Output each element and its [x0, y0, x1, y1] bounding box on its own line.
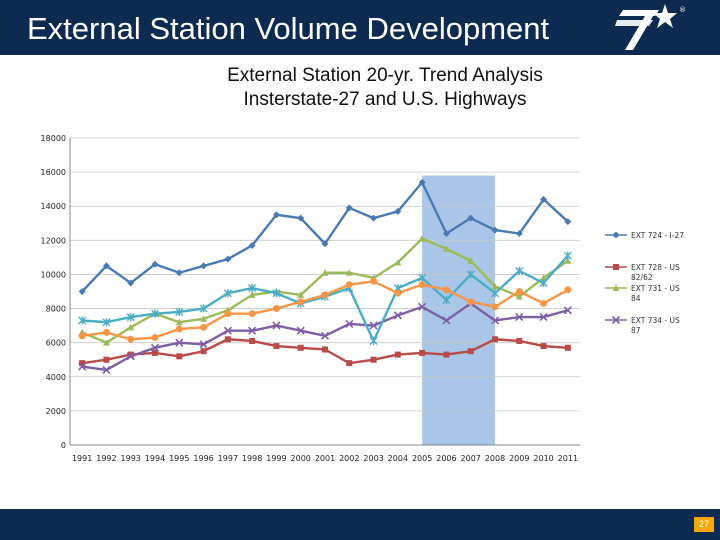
data-point [468, 348, 474, 354]
data-point [443, 286, 450, 293]
data-point [516, 338, 522, 344]
data-point [224, 310, 231, 317]
data-point [541, 343, 547, 349]
data-point [79, 332, 86, 339]
data-point [273, 343, 279, 349]
chart-subtitle: Insterstate-27 and U.S. Highways [243, 89, 527, 110]
x-tick-label: 2010 [533, 454, 554, 463]
x-tick-label: 2001 [314, 454, 336, 463]
data-point [103, 357, 109, 363]
data-point [127, 336, 134, 343]
data-point [564, 286, 571, 293]
x-tick-label: 2009 [509, 454, 530, 463]
y-tick-label: 18000 [40, 134, 66, 143]
x-tick-label: 2002 [339, 454, 360, 463]
data-point [395, 352, 401, 358]
page-number-badge: 27 [694, 517, 714, 532]
data-point [249, 310, 256, 317]
data-point [176, 269, 183, 276]
legend-label: EXT 728 - US 82/62 [631, 263, 680, 282]
slide-title: External Station Volume Development [27, 11, 550, 46]
legend-item [605, 263, 680, 282]
x-tick-label: 2007 [460, 454, 481, 463]
data-point [516, 288, 523, 295]
series-1 [79, 179, 572, 295]
x-tick-label: 1998 [241, 454, 263, 463]
legend-label: EXT 734 - US 87 [631, 316, 680, 335]
x-tick-label: 1997 [217, 454, 239, 463]
data-point [370, 278, 377, 285]
y-tick-label: 10000 [40, 270, 66, 280]
data-point [298, 345, 304, 351]
data-point [201, 348, 207, 354]
data-point [419, 281, 426, 288]
x-tick-label: 2003 [363, 454, 384, 463]
footer-bar [0, 509, 720, 540]
y-tick-label: 12000 [40, 236, 66, 246]
data-point [564, 252, 571, 260]
legend-item [605, 284, 680, 303]
data-point [419, 350, 425, 356]
x-tick-label: 1996 [193, 454, 214, 463]
data-point [613, 232, 620, 239]
data-point [370, 215, 377, 222]
x-tick-label: 1994 [144, 454, 166, 463]
x-tick-label: 2000 [290, 454, 311, 463]
data-point [370, 337, 377, 345]
data-point [273, 305, 280, 312]
legend-item [605, 316, 680, 335]
x-tick-label: 1991 [71, 454, 93, 463]
y-tick-label: 2000 [45, 406, 66, 416]
data-point [467, 298, 474, 305]
data-point [200, 324, 207, 331]
x-tick-label: 2005 [411, 454, 433, 463]
x-tick-label: 1995 [169, 454, 190, 463]
y-tick-label: 16000 [40, 168, 66, 178]
legend-label: EXT 731 - US 84 [631, 284, 680, 303]
series-2 [79, 336, 571, 366]
x-tick-label: 1992 [96, 454, 117, 463]
registered-mark: ® [679, 6, 686, 14]
y-tick-label: 14000 [40, 202, 66, 212]
data-point [322, 346, 328, 352]
data-point [540, 300, 547, 307]
data-point [492, 303, 499, 310]
data-point [613, 264, 619, 270]
y-tick-label: 0 [60, 441, 66, 450]
x-tick-label: 2004 [387, 454, 409, 463]
x-tick-label: 1993 [120, 454, 141, 463]
data-point [103, 329, 110, 336]
data-point [176, 326, 183, 333]
x-tick-label: 1999 [266, 454, 287, 463]
data-point [371, 357, 377, 363]
data-point [443, 352, 449, 358]
data-point [492, 336, 498, 342]
y-tick-label: 6000 [45, 338, 66, 348]
data-point [394, 290, 401, 297]
data-point [249, 338, 255, 344]
data-point [225, 336, 231, 342]
y-tick-label: 4000 [45, 372, 66, 382]
x-tick-label: 2011 [557, 454, 579, 463]
data-point [565, 345, 571, 351]
data-point [152, 334, 159, 341]
data-point [297, 298, 304, 305]
x-tick-label: 2008 [484, 454, 506, 463]
data-point [322, 291, 329, 298]
chart-title: External Station 20-yr. Trend Analysis [227, 65, 543, 86]
data-point [346, 281, 353, 288]
data-point [176, 353, 182, 359]
legend-item [605, 231, 684, 240]
highlight-band [422, 176, 495, 445]
x-tick-label: 2006 [436, 454, 457, 463]
data-point [200, 262, 207, 269]
data-point [346, 360, 352, 366]
y-tick-label: 8000 [45, 304, 66, 314]
legend-label: EXT 724 - I-27 [631, 231, 684, 240]
